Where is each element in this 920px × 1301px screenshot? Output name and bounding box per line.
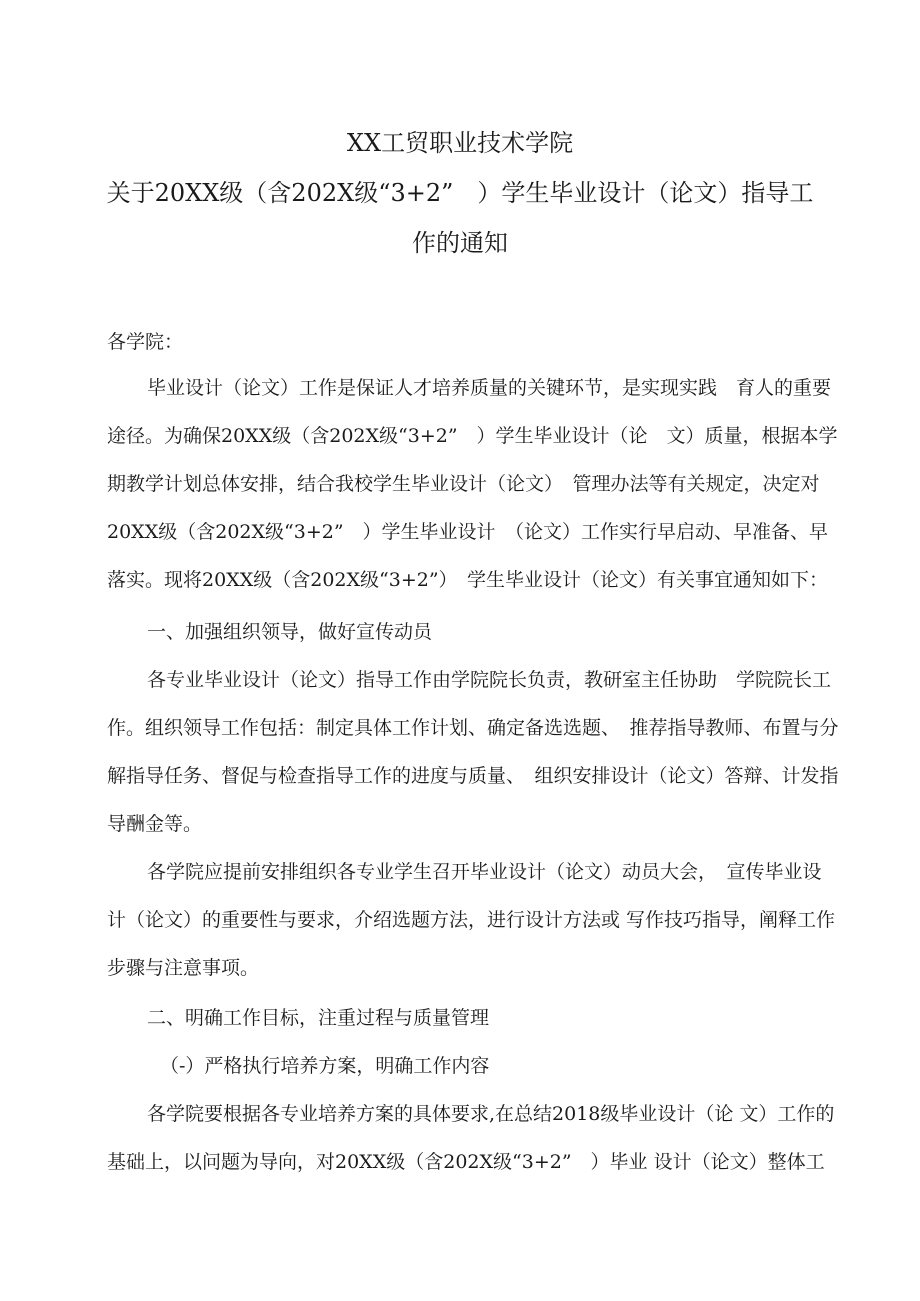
paragraph-line: 计（论文）的重要性与要求，介绍选题方法，进行设计方法或 写作技巧指导，阐释工作 — [107, 909, 836, 931]
paragraph-line: 20XX级（含202X级“3+2” ）学生毕业设计 （论文）工作实行早启动、早准备、早 — [107, 521, 829, 543]
paragraph-line: 步骤与注意事项。 — [107, 957, 260, 979]
paragraph-line: 基础上，以问题为导向，对20XX级（含202X级“3+2” ）毕业 设计（论文）整体工 — [107, 1151, 825, 1173]
paragraph-line: 期教学计划总体安排，结合我校学生毕业设计（论文） 管理办法等有关规定，决定对 — [107, 473, 820, 495]
title-line-2: 关于20XX级（含202X级“3+2” ）学生毕业设计（论文）指导工 — [106, 179, 814, 207]
paragraph-line: 解指导任务、督促与检查指导工作的进度与质量、 组织安排设计（论文）答辩、计发指 — [107, 765, 839, 787]
paragraph-line: 毕业设计（论文）工作是保证人才培养质量的关键环节，是实现实践 育人的重要 — [147, 377, 832, 399]
title-line-1: XX工贸职业技术学院 — [346, 129, 574, 157]
paragraph-line: 导酬金等。 — [107, 813, 203, 835]
paragraph-line: 落实。现将20XX级（含202X级“3+2”） 学生毕业设计（论文）有关事宜通知如下： — [107, 569, 829, 591]
section-heading-2: 二、明确工作目标，注重过程与质量管理 — [147, 1007, 490, 1029]
paragraph-line: 作。组织领导工作包括：制定具体工作计划、确定备选选题、 推荐指导教师、布置与分 — [107, 717, 839, 739]
subsection-heading-1: （-）严格执行培养方案，明确工作内容 — [160, 1055, 490, 1077]
paragraph-line: 各学院要根据各专业培养方案的具体要求,在总结2018级毕业设计（论 文）工作的 — [147, 1103, 835, 1125]
section-heading-1: 一、加强组织领导，做好宣传动员 — [147, 621, 433, 643]
paragraph-line: 途径。为确保20XX级（含202X级“3+2” ）学生毕业设计（论 文）质量，根据本学 — [107, 425, 838, 447]
paragraph-line: 各专业毕业设计（论文）指导工作由学院院长负责，教研室主任协助 学院院长工 — [147, 669, 832, 691]
title-line-3: 作的通知 — [412, 229, 508, 257]
salutation: 各学院： — [107, 331, 184, 353]
paragraph-line: 各学院应提前安排组织各专业学生召开毕业设计（论文）动员大会， 宣传毕业设 — [147, 861, 822, 883]
